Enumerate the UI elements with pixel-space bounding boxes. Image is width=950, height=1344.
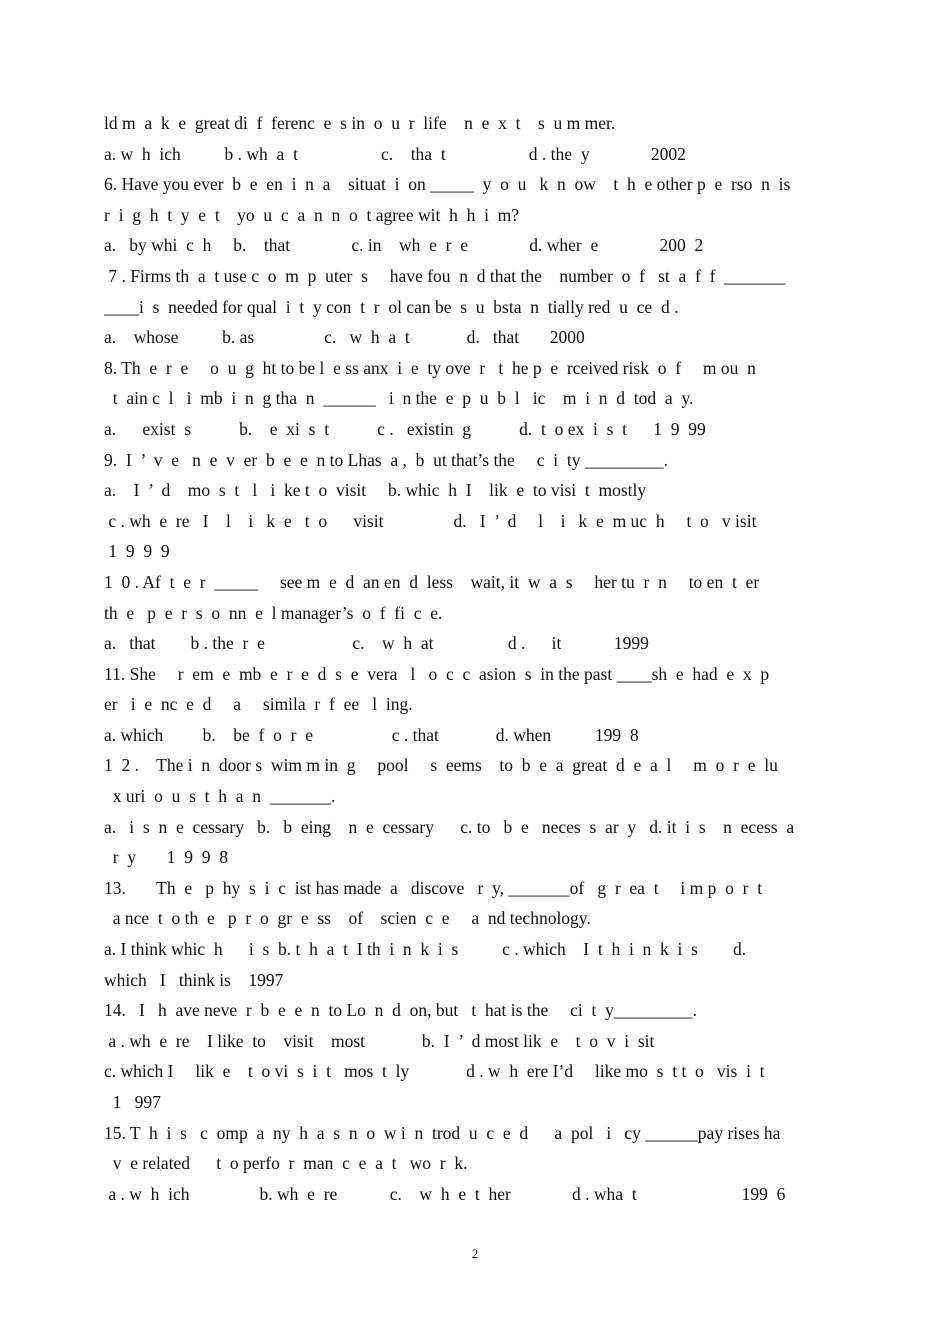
text-line: 1 0 . Af t e r _____ see m e d an en d less wait, it w a s her tu r n to en t er — [104, 571, 760, 592]
text-line: 14. I h ave neve r b e e n to Lo n d on, but t hat is the ci t y_________. — [104, 1000, 697, 1021]
text-line: r i g h t y e t yo u c a n n o t agree wit h h i m? — [104, 204, 520, 225]
text-line: ld m a k e great di f ferenc e s in o u r life n e x t s u m mer. — [104, 113, 616, 133]
text-line: a. i s n e cessary b. b eing n e cessary c. to b e neces s ar y d. it i s n ecess a — [104, 816, 795, 837]
text-line: c . wh e re I l i k e t o visit d. I ’ d l i k e m uc h t o v isit — [104, 510, 757, 531]
text-line: 6. Have you ever b e en i n a situat i on _____ y o u k n ow t h e other p e rso n is — [104, 174, 791, 195]
text-line: a . w h ich b. wh e re c. w h e t her d . wha t 199 6 — [104, 1183, 786, 1204]
text-line: c. which I lik e t o vi s i t mos t ly d . w h ere I’d like mo s t t o vis i t — [104, 1061, 765, 1082]
text-line: a nce t o th e p r o gr e ss of scien c e a nd technology. — [104, 908, 591, 929]
text-line: r y 1 9 9 8 — [104, 847, 228, 868]
text-line: 1 997 — [104, 1092, 161, 1112]
document-body — [104, 108, 846, 1209]
text-line: a. that b . the r e c. w h at d . it 1999 — [104, 633, 649, 654]
text-line: a. I ’ d mo s t l i ke t o visit b. whic h I lik e to visi t mostly — [104, 480, 647, 501]
text-line: er i e nc e d a simila r f ee l ing. — [104, 694, 413, 715]
text-line: which I think is 1997 — [104, 969, 284, 990]
text-line: a. which b. be f o r e c . that d. when 199 8 — [104, 724, 639, 745]
text-line: 8. Th e r e o u g ht to be l e ss anx i e ty ove r t he p e rceived risk o f m ou n — [104, 357, 756, 378]
text-line: a. whose b. as c. w h a t d. that 2000 — [104, 327, 585, 348]
text-line: 1 2 . The i n door s wim m in g pool s eems to b e a great d e a l m o r e lu — [104, 755, 778, 776]
text-line: a. exist s b. e xi s t c . existin g d. t o ex i s t 1 9 99 — [104, 418, 706, 439]
text-line: a. by whi c h b. that c. in wh e r e d. wher e 200 2 — [104, 235, 704, 256]
text-line: ____i s needed for qual i t y con t r ol can be s u bsta n tially red u ce d . — [104, 296, 679, 317]
text-line: t ain c l i mb i n g tha n ______ i n the e p u b l ic m i n d tod a y. — [104, 388, 694, 409]
text-line: th e p e r s o nn e l manager’s o f fi c e. — [104, 602, 443, 623]
text-line: 11. She r em e mb e r e d s e vera l o c c asion s in the past ____sh e had e x p — [104, 663, 770, 684]
text-line: a. I think whic h i s b. t h a t I th i n k i s c . which I t h i n k i s d. — [104, 939, 747, 960]
text-line: 15. T h i s c omp a ny h a s n o w i n trod u c e d a pol i cy ______pay rises ha — [104, 1122, 781, 1143]
text-line: 7 . Firms th a t use c o m p uter s have fou n d that the number o f st a f f _______ — [104, 265, 786, 286]
text-line: a . wh e re I like to visit most b. I ’ d most lik e t o v i sit — [104, 1030, 655, 1051]
text-line: a. w h ich b . wh a t c. tha t d . the y 2002 — [104, 143, 686, 164]
text-line: 9. I ’ v e n e v er b e e n to Lhas a , b ut that’s the c i ty _________. — [104, 449, 668, 470]
text-line: x uri o u s t h a n _______. — [104, 786, 336, 807]
text-line: v e related t o perfo r man c e a t wo r k. — [104, 1153, 468, 1174]
text-line: 13. Th e p hy s i c ist has made a discove r y, _______of g r ea t i m p o r t — [104, 877, 763, 898]
page-number: 2 — [471, 1246, 479, 1261]
text-line: 1 9 9 9 — [104, 541, 170, 562]
